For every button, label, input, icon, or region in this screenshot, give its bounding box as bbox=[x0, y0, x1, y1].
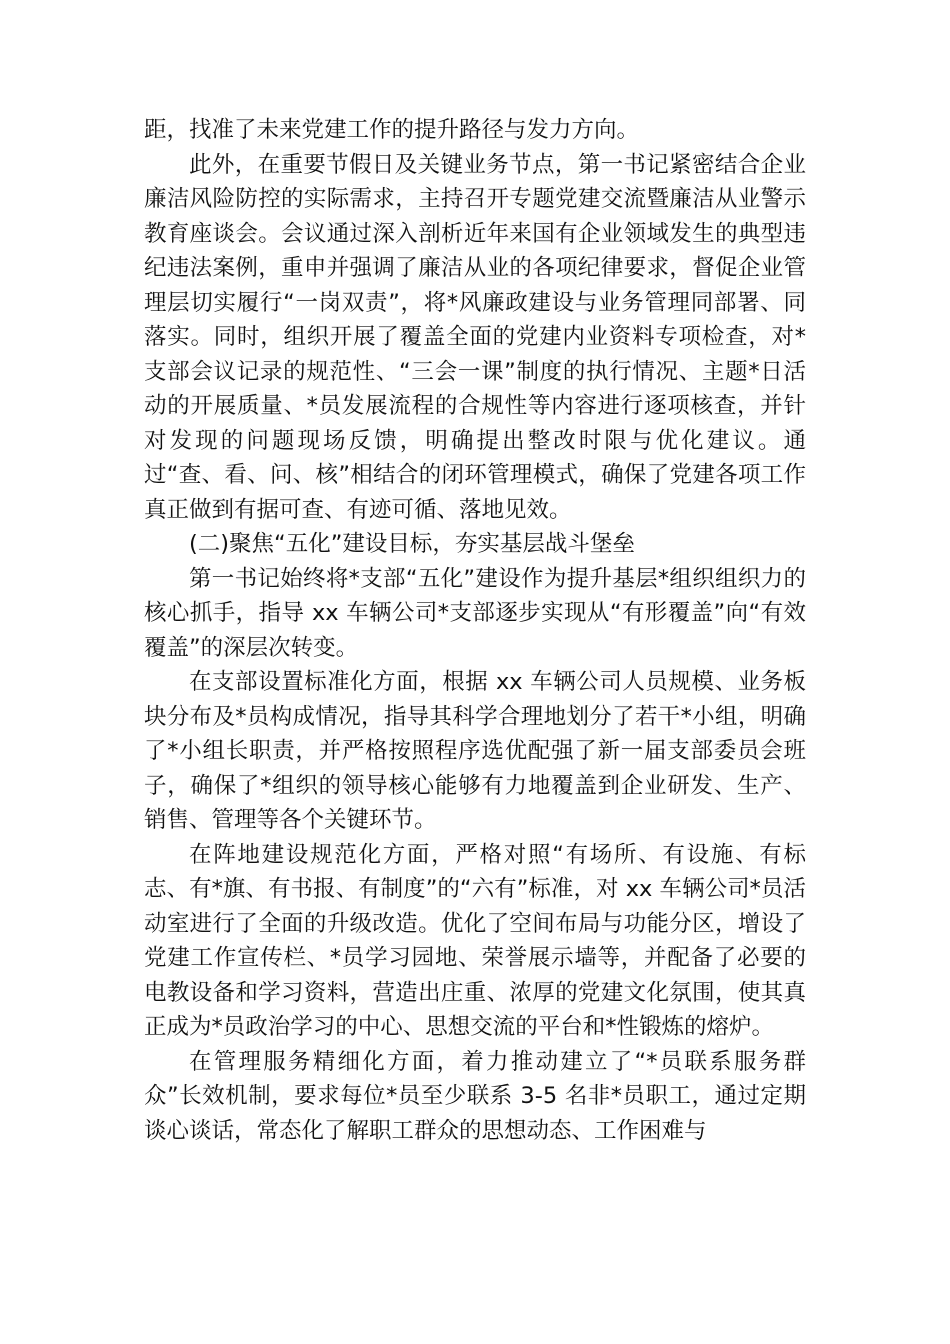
paragraph-continued: 距，找准了未来党建工作的提升路径与发力方向。 bbox=[144, 117, 640, 143]
paragraph-management-service: 在管理服务精细化方面，着力推动建立了“*员联系服务群众”长效机制，要求每位*员至少联系 3-5 名非*员职工，通过定期谈心谈话，常态化了解职工群众的思想动态、工作困难与 bbox=[144, 1048, 806, 1144]
document-page bbox=[144, 113, 806, 1148]
paragraph-integrity-education: 此外，在重要节假日及关键业务节点，第一书记紧密结合企业廉洁风险防控的实际需求，主持召开专题党建交流暨廉洁从业警示教育座谈会。会议通过深入剖析近年来国有企业领域发生的典型违纪违法案例，重申并强调了廉洁从业的各项纪律要求，督促企业管理层切实履行“一岗双责”，将*风廉政建设与业务管理同部署、同落实。同时，组织开展了覆盖全面的党建内业资料专项检查，对*支部会议记录的规范性、“三会一课”制度的执行情况、主题*日活动的开展质量、*员发展流程的合规性等内容进行逐项核查，并针对发现的问题现场反馈，明确提出整改时限与优化建议。通过“查、看、问、核”相结合的闭环管理模式，确保了党建各项工作真正做到有据可查、有迹可循、落地见效。 bbox=[144, 151, 806, 523]
paragraph-five-standards-intro: 第一书记始终将*支部“五化”建设作为提升基层*组织组织力的核心抓手，指导 xx 车辆公司*支部逐步实现从“有形覆盖”向“有效覆盖”的深层次转变。 bbox=[144, 565, 806, 661]
section-heading-five-standards: (二)聚焦“五化”建设目标，夯实基层战斗堡垒 bbox=[189, 531, 635, 557]
paragraph-venue-construction: 在阵地建设规范化方面，严格对照“有场所、有设施、有标志、有*旗、有书报、有制度”的“六有”标准，对 xx 车辆公司*员活动室进行了全面的升级改造。优化了空间布局与功能分区，增设了党建工作宣传栏、*员学习园地、荣誉展示墙等，并配备了必要的电教设备和学习资料，营造出庄重、浓厚的党建文化氛围，使其真正成为*员政治学习的中心、思想交流的平台和*性锻炼的熔炉。 bbox=[144, 841, 806, 1040]
paragraph-branch-setup: 在支部设置标准化方面，根据 xx 车辆公司人员规模、业务板块分布及*员构成情况，指导其科学合理地划分了若干*小组，明确了*小组长职责，并严格按照程序选优配强了新一届支部委员会班子，确保了*组织的领导核心能够有力地覆盖到企业研发、生产、销售、管理等各个关键环节。 bbox=[144, 669, 806, 833]
